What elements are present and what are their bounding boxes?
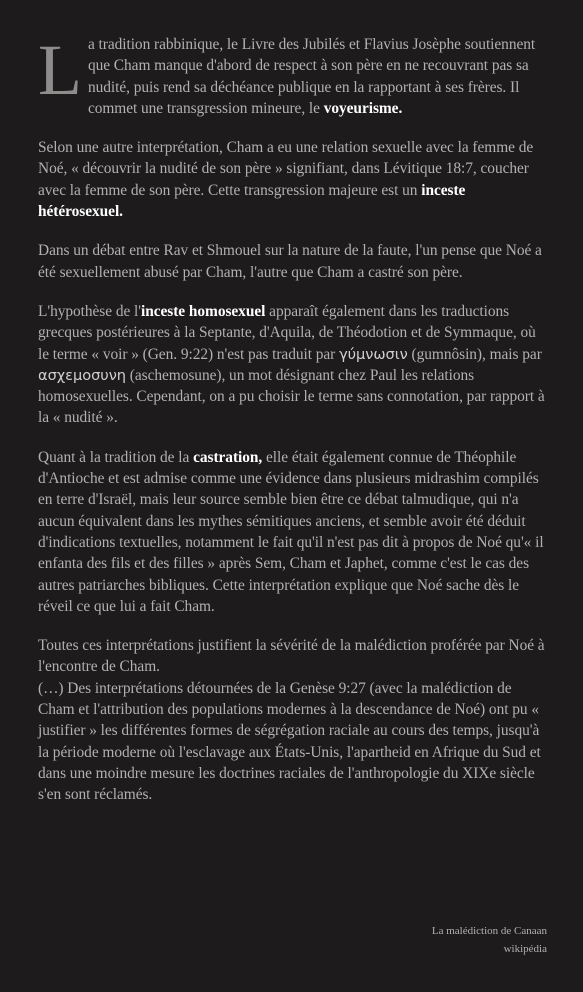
credits [432,922,547,958]
paragraph-text: (gumnôsin), mais par [407,345,542,363]
paragraph-text: elle était également connue de Théophile d'Antioche et est admise comme une évidence dans plusieurs midrashim compilés en terre d'Israël, mais leur source semble bien être ce débat talmudique, qui n'a aucun équivalent dans les mythes sémitiques anciens, et semble avoir été déduit d'indications textuelles, notamment le fait qu'il n'est pas dit à propos de Noé qu'« il enfanta des fils et des filles » après Sem, Cham et Japhet, comme c'est le cas des autres patriarches bibliques. Cette interprétation explique que Noé sache dès le réveil ce que lui a fait Cham. [38,448,544,615]
drop-cap: L [38,30,82,110]
highlight-inceste-heterosexuel: inceste hétérosexuel. [38,181,466,221]
highlight-voyeurisme: voyeurisme. [323,99,403,117]
credit-source: wikipédia [503,943,547,955]
paragraph-inceste-heterosexuel [38,137,547,222]
paragraph-inceste-homosexuel [38,301,547,429]
greek-term-aschemosune: ασχεμοσυνη [38,366,126,384]
highlight-castration: castration, [193,448,263,466]
paragraph-text: (…) Des interprétations détournées de la Genèse 9:27 (avec la malédiction de Cham et l'attribution des populations modernes à la descendance de Noé) ont pu « justifier » les différentes formes de ségrégation raciale au cours des temps, jusqu'à la période moderne où l'esclavage aux États-Unis, l'apartheid en Afrique du Sud et dans une moindre mesure les doctrines raciales de l'anthropologie du XIXe siècle s'en sont réclamés. [38,679,541,804]
paragraph-text: (aschemosune), un mot désignant chez Paul les relations homosexuelles. Cependant, on a pu choisir le terme sans connotation, par rapport à la « nudité ». [38,366,545,427]
paragraph-text: Quant à la tradition de la [38,448,194,466]
credit-title: La malédiction de Canaan [431,925,547,937]
paragraph-text: L'hypothèse de l' [38,302,141,320]
greek-term-gumnosin: γύμνωσιν [339,345,408,363]
paragraph-text: Selon une autre interprétation, Cham a eu une relation sexuelle avec la femme de Noé, « découvrir la nudité de son père » signifiant, dans Lévitique 18:7, coucher avec la femme de son père. Cette transgression majeure est un [38,139,534,199]
paragraph-text: a tradition rabbinique, le Livre des Jubilés et Flavius Josèphe soutiennent que Cham manque d'abord de respect à son père en ne recouvrant pas sa nudité, puis rend sa déchéance publique en la rapportant à ses frères. Il commet une transgression mineure, le [87,36,536,117]
paragraph-rav-shmouel [38,240,547,283]
paragraph-conclusion [38,635,547,805]
paragraph-text: apparaît également dans les traductions grecques postérieures à la Septante, d'Aquila, de Théodotion et de Symmaque, où le terme « voir » (Gen. 9:22) n'est pas traduit par [38,302,536,363]
paragraph-voyeurisme [38,30,547,119]
paragraph-text: Dans un débat entre Rav et Shmouel sur la nature de la faute, l'un pense que Noé a été sexuellement abusé par Cham, l'autre que Cham a castré son père. [38,242,542,281]
paragraph-text: Toutes ces interprétations justifient la sévérité de la malédiction proférée par Noé à l'encontre de Cham. [38,637,545,676]
paragraph-castration [38,447,547,617]
highlight-inceste-homosexuel: inceste homosexuel [141,302,266,320]
